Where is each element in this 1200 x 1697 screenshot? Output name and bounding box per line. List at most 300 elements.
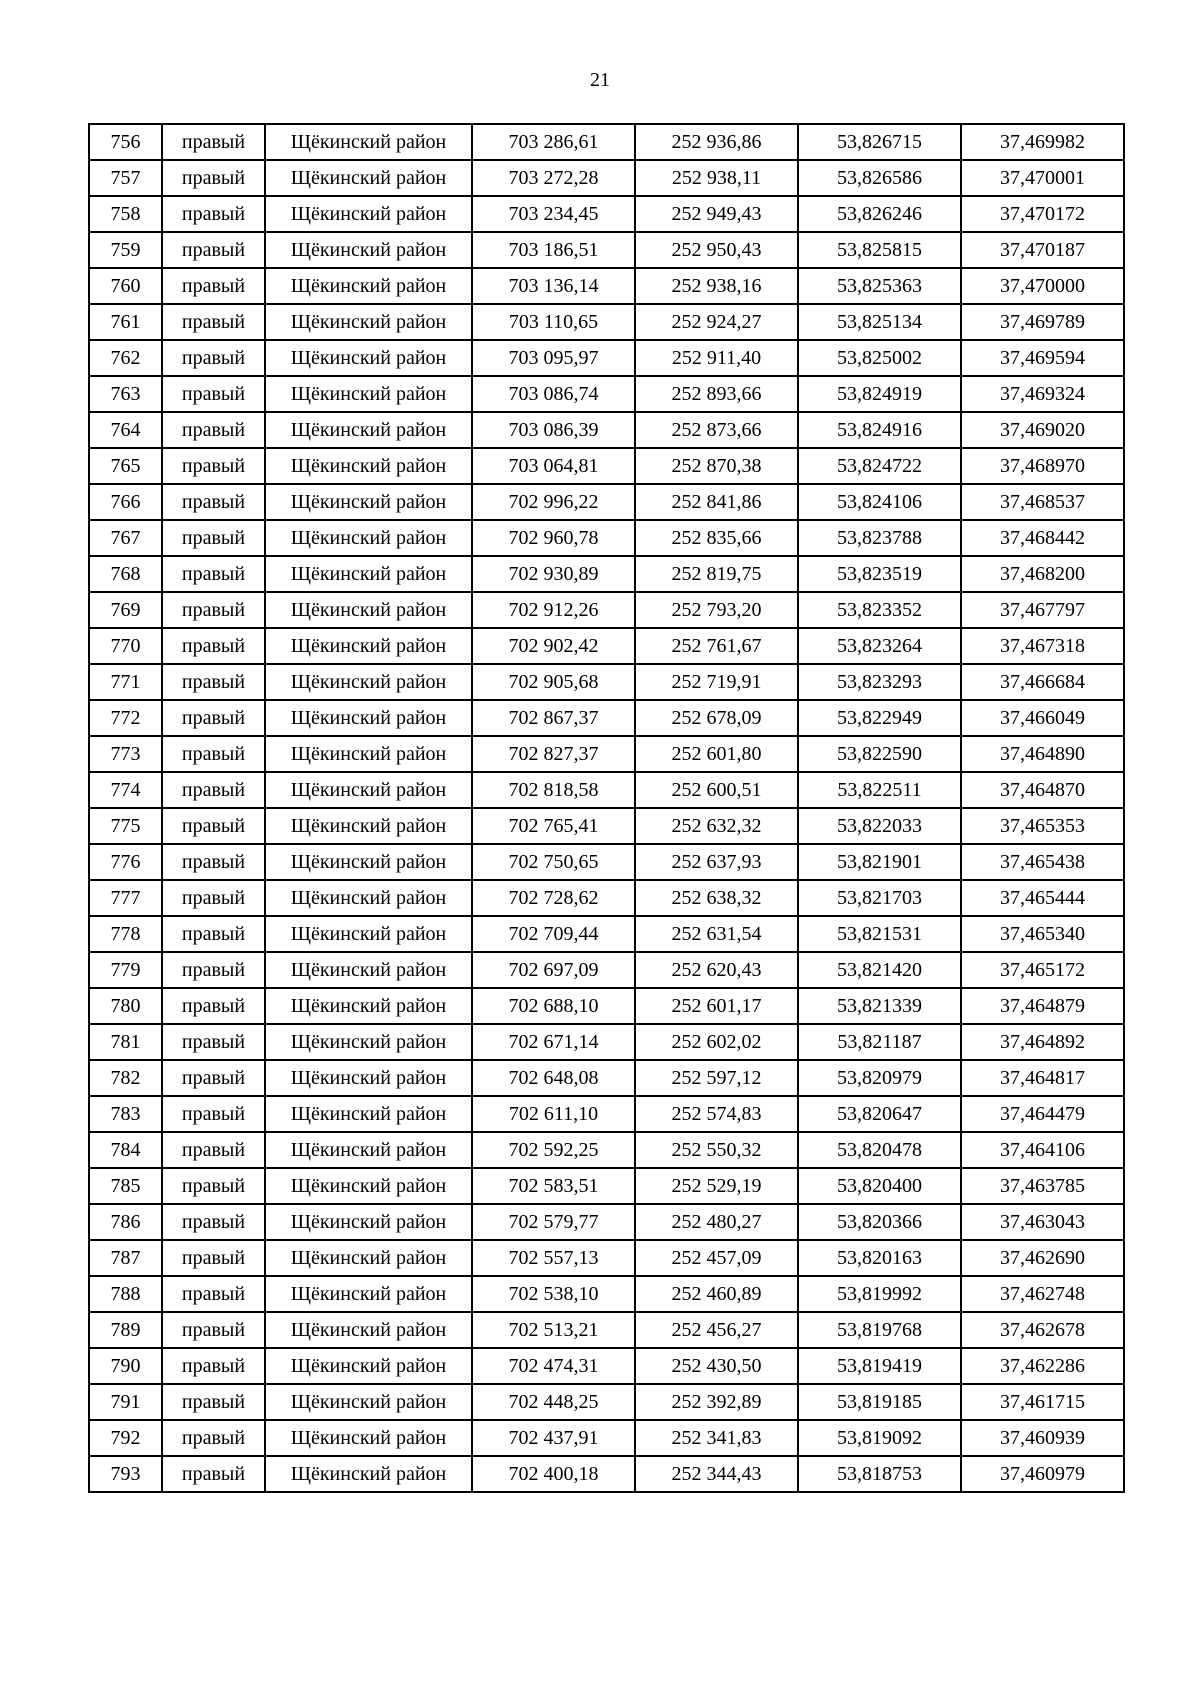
district-cell: Щёкинский район: [265, 1168, 472, 1204]
latitude-cell: 53,821187: [798, 1024, 961, 1060]
point-number-cell: 792: [89, 1420, 162, 1456]
y-coordinate-cell: 252 893,66: [635, 376, 798, 412]
y-coordinate-cell: 252 719,91: [635, 664, 798, 700]
table-body: [89, 124, 1124, 1492]
longitude-cell: 37,462286: [961, 1348, 1124, 1384]
district-cell: Щёкинский район: [265, 1420, 472, 1456]
x-coordinate-cell: 703 136,14: [472, 268, 635, 304]
x-coordinate-cell: 702 902,42: [472, 628, 635, 664]
point-number-cell: 762: [89, 340, 162, 376]
point-number-cell: 777: [89, 880, 162, 916]
bank-side-cell: правый: [162, 808, 265, 844]
y-coordinate-cell: 252 341,83: [635, 1420, 798, 1456]
x-coordinate-cell: 702 513,21: [472, 1312, 635, 1348]
bank-side-cell: правый: [162, 268, 265, 304]
bank-side-cell: правый: [162, 844, 265, 880]
table-row: [89, 196, 1124, 232]
x-coordinate-cell: 702 557,13: [472, 1240, 635, 1276]
table-row: [89, 556, 1124, 592]
x-coordinate-cell: 703 110,65: [472, 304, 635, 340]
district-cell: Щёкинский район: [265, 304, 472, 340]
bank-side-cell: правый: [162, 988, 265, 1024]
longitude-cell: 37,468200: [961, 556, 1124, 592]
longitude-cell: 37,469324: [961, 376, 1124, 412]
latitude-cell: 53,821703: [798, 880, 961, 916]
latitude-cell: 53,819768: [798, 1312, 961, 1348]
latitude-cell: 53,825002: [798, 340, 961, 376]
y-coordinate-cell: 252 678,09: [635, 700, 798, 736]
y-coordinate-cell: 252 550,32: [635, 1132, 798, 1168]
district-cell: Щёкинский район: [265, 1060, 472, 1096]
point-number-cell: 788: [89, 1276, 162, 1312]
y-coordinate-cell: 252 793,20: [635, 592, 798, 628]
latitude-cell: 53,822511: [798, 772, 961, 808]
y-coordinate-cell: 252 938,11: [635, 160, 798, 196]
point-number-cell: 771: [89, 664, 162, 700]
longitude-cell: 37,468442: [961, 520, 1124, 556]
page-number: 21: [590, 69, 610, 91]
y-coordinate-cell: 252 631,54: [635, 916, 798, 952]
latitude-cell: 53,821339: [798, 988, 961, 1024]
longitude-cell: 37,469982: [961, 124, 1124, 160]
x-coordinate-cell: 702 400,18: [472, 1456, 635, 1492]
latitude-cell: 53,822033: [798, 808, 961, 844]
latitude-cell: 53,819992: [798, 1276, 961, 1312]
district-cell: Щёкинский район: [265, 268, 472, 304]
y-coordinate-cell: 252 392,89: [635, 1384, 798, 1420]
point-number-cell: 780: [89, 988, 162, 1024]
table-row: [89, 412, 1124, 448]
point-number-cell: 775: [89, 808, 162, 844]
district-cell: Щёкинский район: [265, 1348, 472, 1384]
latitude-cell: 53,820979: [798, 1060, 961, 1096]
longitude-cell: 37,465438: [961, 844, 1124, 880]
latitude-cell: 53,821901: [798, 844, 961, 880]
table-row: [89, 304, 1124, 340]
bank-side-cell: правый: [162, 1240, 265, 1276]
bank-side-cell: правый: [162, 1024, 265, 1060]
y-coordinate-cell: 252 870,38: [635, 448, 798, 484]
point-number-cell: 776: [89, 844, 162, 880]
y-coordinate-cell: 252 597,12: [635, 1060, 798, 1096]
district-cell: Щёкинский район: [265, 916, 472, 952]
point-number-cell: 765: [89, 448, 162, 484]
district-cell: Щёкинский район: [265, 1240, 472, 1276]
y-coordinate-cell: 252 938,16: [635, 268, 798, 304]
bank-side-cell: правый: [162, 1420, 265, 1456]
district-cell: Щёкинский район: [265, 1096, 472, 1132]
point-number-cell: 769: [89, 592, 162, 628]
y-coordinate-cell: 252 430,50: [635, 1348, 798, 1384]
table-row: [89, 1420, 1124, 1456]
table-row: [89, 1312, 1124, 1348]
x-coordinate-cell: 702 750,65: [472, 844, 635, 880]
x-coordinate-cell: 702 960,78: [472, 520, 635, 556]
point-number-cell: 764: [89, 412, 162, 448]
district-cell: Щёкинский район: [265, 628, 472, 664]
table-row: [89, 1168, 1124, 1204]
table-row: [89, 772, 1124, 808]
table-row: [89, 628, 1124, 664]
x-coordinate-cell: 702 930,89: [472, 556, 635, 592]
district-cell: Щёкинский район: [265, 880, 472, 916]
district-cell: Щёкинский район: [265, 1276, 472, 1312]
point-number-cell: 778: [89, 916, 162, 952]
bank-side-cell: правый: [162, 1096, 265, 1132]
y-coordinate-cell: 252 456,27: [635, 1312, 798, 1348]
point-number-cell: 787: [89, 1240, 162, 1276]
y-coordinate-cell: 252 924,27: [635, 304, 798, 340]
table-row: [89, 1384, 1124, 1420]
longitude-cell: 37,470187: [961, 232, 1124, 268]
bank-side-cell: правый: [162, 196, 265, 232]
district-cell: Щёкинский район: [265, 664, 472, 700]
table-row: [89, 1204, 1124, 1240]
y-coordinate-cell: 252 637,93: [635, 844, 798, 880]
latitude-cell: 53,819092: [798, 1420, 961, 1456]
table-row: [89, 268, 1124, 304]
longitude-cell: 37,462748: [961, 1276, 1124, 1312]
table-row: [89, 1456, 1124, 1492]
table-row: [89, 1348, 1124, 1384]
bank-side-cell: правый: [162, 1132, 265, 1168]
bank-side-cell: правый: [162, 160, 265, 196]
latitude-cell: 53,823788: [798, 520, 961, 556]
latitude-cell: 53,820163: [798, 1240, 961, 1276]
latitude-cell: 53,823264: [798, 628, 961, 664]
longitude-cell: 37,460939: [961, 1420, 1124, 1456]
bank-side-cell: правый: [162, 484, 265, 520]
y-coordinate-cell: 252 835,66: [635, 520, 798, 556]
district-cell: Щёкинский район: [265, 1024, 472, 1060]
longitude-cell: 37,464106: [961, 1132, 1124, 1168]
table-row: [89, 232, 1124, 268]
latitude-cell: 53,824919: [798, 376, 961, 412]
bank-side-cell: правый: [162, 1384, 265, 1420]
table-row: [89, 484, 1124, 520]
bank-side-cell: правый: [162, 772, 265, 808]
x-coordinate-cell: 703 286,61: [472, 124, 635, 160]
bank-side-cell: правый: [162, 1312, 265, 1348]
y-coordinate-cell: 252 911,40: [635, 340, 798, 376]
table-row: [89, 664, 1124, 700]
bank-side-cell: правый: [162, 448, 265, 484]
x-coordinate-cell: 702 671,14: [472, 1024, 635, 1060]
y-coordinate-cell: 252 638,32: [635, 880, 798, 916]
district-cell: Щёкинский район: [265, 448, 472, 484]
table-row: [89, 952, 1124, 988]
x-coordinate-cell: 703 272,28: [472, 160, 635, 196]
longitude-cell: 37,470001: [961, 160, 1124, 196]
latitude-cell: 53,825363: [798, 268, 961, 304]
bank-side-cell: правый: [162, 1276, 265, 1312]
district-cell: Щёкинский район: [265, 736, 472, 772]
longitude-cell: 37,464817: [961, 1060, 1124, 1096]
bank-side-cell: правый: [162, 304, 265, 340]
bank-side-cell: правый: [162, 700, 265, 736]
point-number-cell: 760: [89, 268, 162, 304]
bank-side-cell: правый: [162, 736, 265, 772]
longitude-cell: 37,464892: [961, 1024, 1124, 1060]
point-number-cell: 781: [89, 1024, 162, 1060]
point-number-cell: 759: [89, 232, 162, 268]
point-number-cell: 768: [89, 556, 162, 592]
point-number-cell: 770: [89, 628, 162, 664]
table-row: [89, 340, 1124, 376]
district-cell: Щёкинский район: [265, 196, 472, 232]
longitude-cell: 37,470000: [961, 268, 1124, 304]
point-number-cell: 782: [89, 1060, 162, 1096]
longitude-cell: 37,470172: [961, 196, 1124, 232]
longitude-cell: 37,468970: [961, 448, 1124, 484]
latitude-cell: 53,820647: [798, 1096, 961, 1132]
district-cell: Щёкинский район: [265, 232, 472, 268]
x-coordinate-cell: 702 905,68: [472, 664, 635, 700]
point-number-cell: 757: [89, 160, 162, 196]
bank-side-cell: правый: [162, 1168, 265, 1204]
x-coordinate-cell: 702 996,22: [472, 484, 635, 520]
latitude-cell: 53,825815: [798, 232, 961, 268]
table-row: [89, 376, 1124, 412]
point-number-cell: 790: [89, 1348, 162, 1384]
longitude-cell: 37,461715: [961, 1384, 1124, 1420]
x-coordinate-cell: 702 697,09: [472, 952, 635, 988]
table-row: [89, 1132, 1124, 1168]
y-coordinate-cell: 252 460,89: [635, 1276, 798, 1312]
table-row: [89, 448, 1124, 484]
x-coordinate-cell: 702 437,91: [472, 1420, 635, 1456]
table-row: [89, 124, 1124, 160]
latitude-cell: 53,819185: [798, 1384, 961, 1420]
longitude-cell: 37,463785: [961, 1168, 1124, 1204]
bank-side-cell: правый: [162, 916, 265, 952]
point-number-cell: 758: [89, 196, 162, 232]
longitude-cell: 37,466684: [961, 664, 1124, 700]
y-coordinate-cell: 252 949,43: [635, 196, 798, 232]
latitude-cell: 53,820478: [798, 1132, 961, 1168]
longitude-cell: 37,465353: [961, 808, 1124, 844]
y-coordinate-cell: 252 529,19: [635, 1168, 798, 1204]
y-coordinate-cell: 252 574,83: [635, 1096, 798, 1132]
x-coordinate-cell: 703 186,51: [472, 232, 635, 268]
bank-side-cell: правый: [162, 232, 265, 268]
point-number-cell: 763: [89, 376, 162, 412]
table-row: [89, 1240, 1124, 1276]
latitude-cell: 53,823293: [798, 664, 961, 700]
point-number-cell: 786: [89, 1204, 162, 1240]
table-row: [89, 700, 1124, 736]
latitude-cell: 53,826715: [798, 124, 961, 160]
district-cell: Щёкинский район: [265, 772, 472, 808]
latitude-cell: 53,822590: [798, 736, 961, 772]
x-coordinate-cell: 702 818,58: [472, 772, 635, 808]
x-coordinate-cell: 702 474,31: [472, 1348, 635, 1384]
x-coordinate-cell: 702 709,44: [472, 916, 635, 952]
bank-side-cell: правый: [162, 376, 265, 412]
district-cell: Щёкинский район: [265, 1384, 472, 1420]
point-number-cell: 773: [89, 736, 162, 772]
bank-side-cell: правый: [162, 520, 265, 556]
point-number-cell: 785: [89, 1168, 162, 1204]
table-row: [89, 844, 1124, 880]
longitude-cell: 37,465340: [961, 916, 1124, 952]
table-row: [89, 1096, 1124, 1132]
district-cell: Щёкинский район: [265, 1204, 472, 1240]
longitude-cell: 37,464870: [961, 772, 1124, 808]
latitude-cell: 53,821531: [798, 916, 961, 952]
district-cell: Щёкинский район: [265, 556, 472, 592]
table-row: [89, 736, 1124, 772]
district-cell: Щёкинский район: [265, 700, 472, 736]
coordinates-table: [88, 123, 1125, 1493]
x-coordinate-cell: 702 912,26: [472, 592, 635, 628]
table-row: [89, 1024, 1124, 1060]
district-cell: Щёкинский район: [265, 1132, 472, 1168]
district-cell: Щёкинский район: [265, 952, 472, 988]
district-cell: Щёкинский район: [265, 484, 472, 520]
longitude-cell: 37,468537: [961, 484, 1124, 520]
table-row: [89, 808, 1124, 844]
x-coordinate-cell: 702 592,25: [472, 1132, 635, 1168]
longitude-cell: 37,463043: [961, 1204, 1124, 1240]
y-coordinate-cell: 252 873,66: [635, 412, 798, 448]
x-coordinate-cell: 703 064,81: [472, 448, 635, 484]
bank-side-cell: правый: [162, 952, 265, 988]
table-row: [89, 592, 1124, 628]
bank-side-cell: правый: [162, 628, 265, 664]
district-cell: Щёкинский район: [265, 124, 472, 160]
table-row: [89, 1060, 1124, 1096]
y-coordinate-cell: 252 344,43: [635, 1456, 798, 1492]
point-number-cell: 756: [89, 124, 162, 160]
point-number-cell: 783: [89, 1096, 162, 1132]
point-number-cell: 784: [89, 1132, 162, 1168]
point-number-cell: 767: [89, 520, 162, 556]
longitude-cell: 37,467797: [961, 592, 1124, 628]
longitude-cell: 37,464879: [961, 988, 1124, 1024]
longitude-cell: 37,466049: [961, 700, 1124, 736]
latitude-cell: 53,825134: [798, 304, 961, 340]
bank-side-cell: правый: [162, 880, 265, 916]
y-coordinate-cell: 252 936,86: [635, 124, 798, 160]
y-coordinate-cell: 252 950,43: [635, 232, 798, 268]
district-cell: Щёкинский район: [265, 340, 472, 376]
x-coordinate-cell: 703 095,97: [472, 340, 635, 376]
latitude-cell: 53,821420: [798, 952, 961, 988]
latitude-cell: 53,822949: [798, 700, 961, 736]
bank-side-cell: правый: [162, 1456, 265, 1492]
district-cell: Щёкинский район: [265, 1312, 472, 1348]
latitude-cell: 53,826246: [798, 196, 961, 232]
longitude-cell: 37,467318: [961, 628, 1124, 664]
bank-side-cell: правый: [162, 1348, 265, 1384]
y-coordinate-cell: 252 457,09: [635, 1240, 798, 1276]
bank-side-cell: правый: [162, 1060, 265, 1096]
x-coordinate-cell: 703 086,74: [472, 376, 635, 412]
x-coordinate-cell: 702 583,51: [472, 1168, 635, 1204]
x-coordinate-cell: 702 827,37: [472, 736, 635, 772]
table-row: [89, 880, 1124, 916]
point-number-cell: 772: [89, 700, 162, 736]
x-coordinate-cell: 703 234,45: [472, 196, 635, 232]
district-cell: Щёкинский район: [265, 160, 472, 196]
bank-side-cell: правый: [162, 556, 265, 592]
longitude-cell: 37,460979: [961, 1456, 1124, 1492]
y-coordinate-cell: 252 632,32: [635, 808, 798, 844]
district-cell: Щёкинский район: [265, 1456, 472, 1492]
district-cell: Щёкинский район: [265, 412, 472, 448]
y-coordinate-cell: 252 761,67: [635, 628, 798, 664]
x-coordinate-cell: 702 728,62: [472, 880, 635, 916]
x-coordinate-cell: 702 867,37: [472, 700, 635, 736]
x-coordinate-cell: 702 648,08: [472, 1060, 635, 1096]
longitude-cell: 37,469594: [961, 340, 1124, 376]
y-coordinate-cell: 252 601,80: [635, 736, 798, 772]
longitude-cell: 37,462690: [961, 1240, 1124, 1276]
y-coordinate-cell: 252 601,17: [635, 988, 798, 1024]
y-coordinate-cell: 252 480,27: [635, 1204, 798, 1240]
latitude-cell: 53,820400: [798, 1168, 961, 1204]
table-row: [89, 520, 1124, 556]
district-cell: Щёкинский район: [265, 592, 472, 628]
y-coordinate-cell: 252 602,02: [635, 1024, 798, 1060]
table-row: [89, 916, 1124, 952]
x-coordinate-cell: 703 086,39: [472, 412, 635, 448]
y-coordinate-cell: 252 819,75: [635, 556, 798, 592]
bank-side-cell: правый: [162, 1204, 265, 1240]
longitude-cell: 37,464479: [961, 1096, 1124, 1132]
x-coordinate-cell: 702 538,10: [472, 1276, 635, 1312]
y-coordinate-cell: 252 600,51: [635, 772, 798, 808]
point-number-cell: 766: [89, 484, 162, 520]
latitude-cell: 53,818753: [798, 1456, 961, 1492]
longitude-cell: 37,469020: [961, 412, 1124, 448]
table-row: [89, 988, 1124, 1024]
latitude-cell: 53,824916: [798, 412, 961, 448]
y-coordinate-cell: 252 620,43: [635, 952, 798, 988]
bank-side-cell: правый: [162, 412, 265, 448]
district-cell: Щёкинский район: [265, 520, 472, 556]
point-number-cell: 793: [89, 1456, 162, 1492]
district-cell: Щёкинский район: [265, 808, 472, 844]
latitude-cell: 53,826586: [798, 160, 961, 196]
latitude-cell: 53,824106: [798, 484, 961, 520]
table-row: [89, 1276, 1124, 1312]
district-cell: Щёкинский район: [265, 844, 472, 880]
table-row: [89, 160, 1124, 196]
latitude-cell: 53,820366: [798, 1204, 961, 1240]
latitude-cell: 53,823519: [798, 556, 961, 592]
point-number-cell: 774: [89, 772, 162, 808]
longitude-cell: 37,462678: [961, 1312, 1124, 1348]
latitude-cell: 53,819419: [798, 1348, 961, 1384]
district-cell: Щёкинский район: [265, 376, 472, 412]
x-coordinate-cell: 702 765,41: [472, 808, 635, 844]
point-number-cell: 779: [89, 952, 162, 988]
y-coordinate-cell: 252 841,86: [635, 484, 798, 520]
x-coordinate-cell: 702 611,10: [472, 1096, 635, 1132]
longitude-cell: 37,464890: [961, 736, 1124, 772]
point-number-cell: 761: [89, 304, 162, 340]
bank-side-cell: правый: [162, 340, 265, 376]
bank-side-cell: правый: [162, 124, 265, 160]
longitude-cell: 37,469789: [961, 304, 1124, 340]
point-number-cell: 791: [89, 1384, 162, 1420]
latitude-cell: 53,823352: [798, 592, 961, 628]
x-coordinate-cell: 702 688,10: [472, 988, 635, 1024]
district-cell: Щёкинский район: [265, 988, 472, 1024]
bank-side-cell: правый: [162, 592, 265, 628]
